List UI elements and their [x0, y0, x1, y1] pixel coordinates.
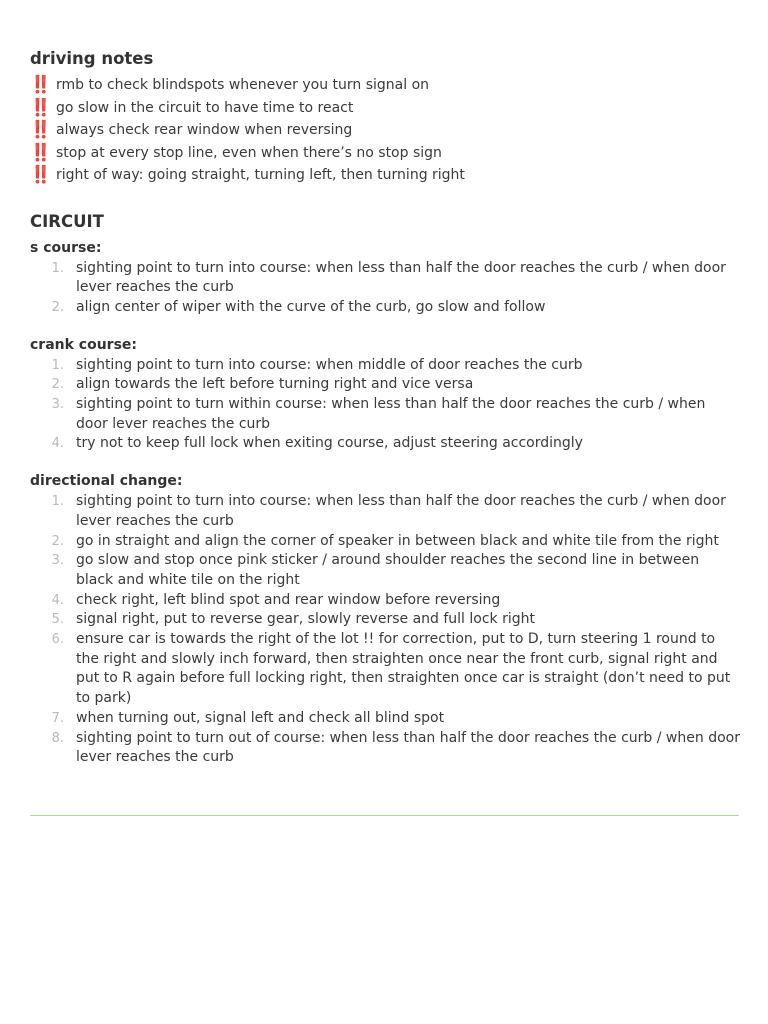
double-exclamation-icon: ‼️	[30, 120, 49, 140]
list-number: 4.	[51, 592, 64, 608]
list-item	[30, 729, 740, 768]
list-item-text: sighting point to turn into course: when less than half the door reaches the curb / when door lever reaches the curb	[76, 493, 726, 529]
list-number: 6.	[51, 632, 64, 648]
list-item-text: ensure car is towards the right of the lot !! for correction, put to D, turn steering 1 round to the right and slowly inch forward, then straighten once near the front curb, signal right and put to R again before full locking right, then straighten once car is straight (don’t need to put to park)	[76, 631, 731, 707]
list-item	[30, 630, 740, 709]
list-item-text: sighting point to turn into course: when middle of door reaches the curb	[76, 356, 583, 373]
directional-change-list	[30, 492, 740, 768]
crank-course-list	[30, 356, 740, 455]
list-item	[30, 298, 740, 318]
list-item	[30, 610, 740, 630]
list-item-text: check right, left blind spot and rear window before reversing	[76, 591, 501, 608]
list-number: 3.	[51, 553, 64, 569]
important-note	[30, 164, 740, 187]
note-text: right of way: going straight, turning left, then turning right	[56, 167, 465, 183]
important-note	[30, 119, 740, 142]
list-item	[30, 395, 740, 434]
subheading-directional-change: directional change:	[30, 473, 183, 490]
list-number: 4.	[51, 436, 64, 452]
double-exclamation-icon: ‼️	[30, 165, 49, 185]
important-note	[30, 142, 740, 165]
divider	[30, 815, 739, 816]
list-number: 8.	[51, 730, 64, 746]
list-number: 2.	[51, 377, 64, 393]
list-item-text: go slow and stop once pink sticker / around shoulder reaches the second line in between black and white tile on the right	[76, 552, 700, 588]
subheading-crank-course: crank course:	[30, 336, 138, 353]
section-heading-circuit: CIRCUIT	[30, 211, 104, 231]
page-title: driving notes	[30, 49, 154, 68]
double-exclamation-icon: ‼️	[30, 75, 49, 95]
double-exclamation-icon: ‼️	[30, 142, 49, 163]
list-item	[30, 591, 740, 611]
list-number: 1.	[51, 260, 64, 276]
list-item-text: go in straight and align the corner of speaker in between black and white tile from the right	[76, 532, 719, 549]
list-item	[30, 356, 740, 376]
subheading-s-course: s course:	[30, 239, 102, 256]
list-number: 2.	[51, 533, 64, 549]
note-text: go slow in the circuit to have time to react	[56, 99, 354, 116]
list-item	[30, 532, 740, 552]
list-item	[30, 259, 740, 298]
note-text: always check rear window when reversing	[56, 122, 353, 138]
note-text: stop at every stop line, even when there’s no stop sign	[56, 144, 442, 161]
list-item-text: sighting point to turn into course: when less than half the door reaches the curb / when door lever reaches the curb	[76, 259, 726, 296]
list-item	[30, 709, 740, 729]
important-notes-list	[30, 74, 740, 187]
list-item	[30, 434, 740, 454]
list-item-text: align center of wiper with the curve of the curb, go slow and follow	[76, 298, 546, 315]
double-exclamation-icon: ‼️	[30, 97, 49, 118]
list-number: 5.	[51, 612, 64, 628]
list-item	[30, 551, 740, 590]
list-number: 2.	[51, 299, 64, 315]
list-item	[30, 375, 740, 395]
list-item-text: when turning out, signal left and check all blind spot	[76, 709, 445, 726]
note-text: rmb to check blindspots whenever you turn signal on	[56, 77, 430, 93]
list-item-text: sighting point to turn out of course: when less than half the door reaches the curb / when door lever reaches the curb	[76, 729, 740, 766]
list-item-text: try not to keep full lock when exiting course, adjust steering accordingly	[76, 435, 583, 452]
list-number: 3.	[51, 397, 64, 413]
list-item	[30, 492, 740, 531]
list-item-text: align towards the left before turning right and vice versa	[76, 376, 474, 393]
notes-page	[30, 48, 740, 768]
list-number: 1.	[51, 357, 64, 373]
important-note	[30, 97, 740, 120]
s-course-list	[30, 259, 740, 318]
important-note	[30, 74, 740, 97]
list-number: 1.	[51, 494, 64, 510]
list-item-text: signal right, put to reverse gear, slowly reverse and full lock right	[76, 611, 535, 628]
list-item-text: sighting point to turn within course: when less than half the door reaches the curb / when door lever reaches the curb	[76, 396, 706, 432]
list-number: 7.	[51, 710, 64, 726]
